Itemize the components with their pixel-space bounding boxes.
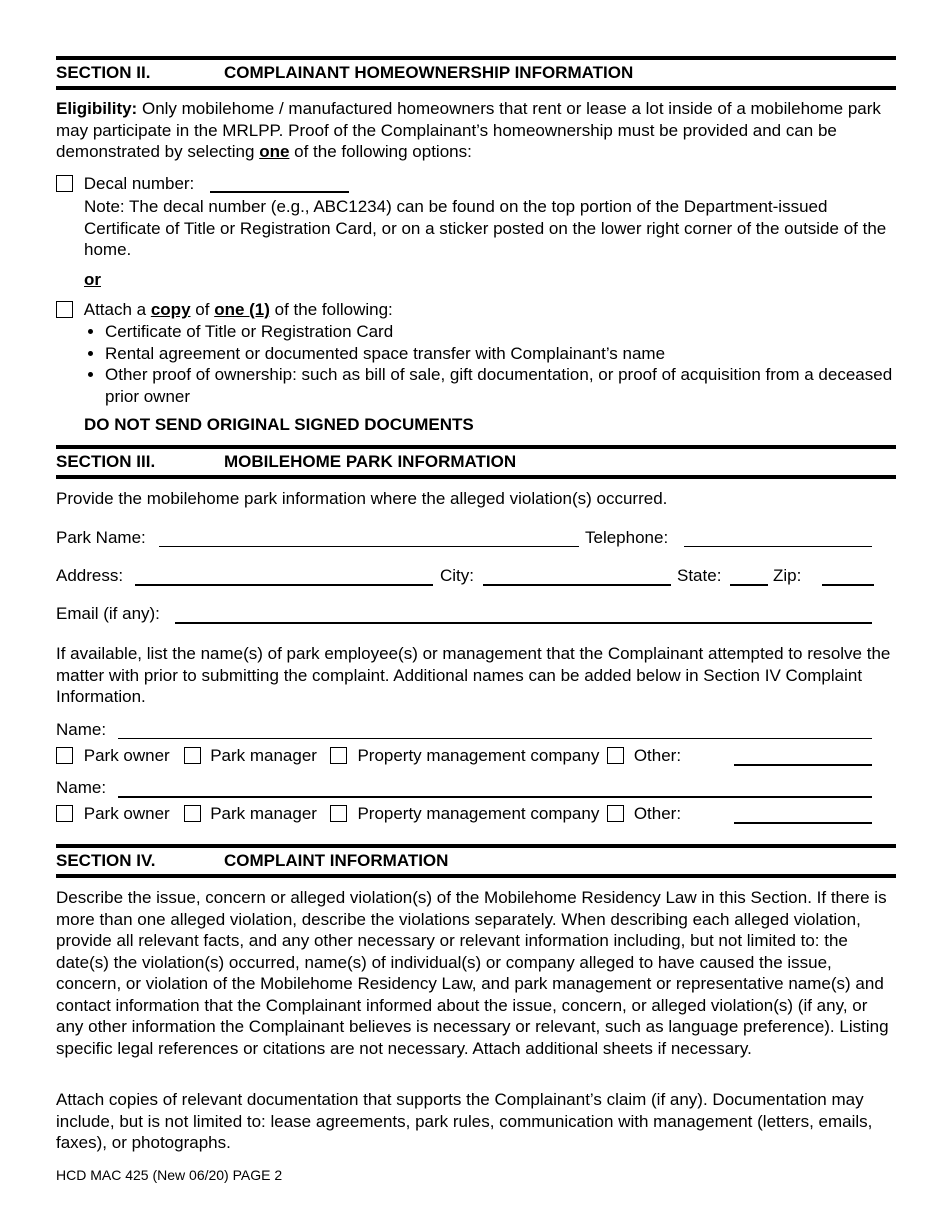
- role-label: Other:: [633, 804, 682, 823]
- eligibility-paragraph: [56, 98, 896, 163]
- telephone-field[interactable]: [684, 546, 872, 547]
- list-item: • Certificate of Title or Registration Card: [105, 321, 895, 343]
- eligibility-text: Only mobilehome / manufactured homeowners that rent or lease a lot inside of a mobilehome park may participate in the MRLPP. Proof of the Complainant’s homeownership must be provided and can be demonstrated by selecting: [56, 99, 881, 161]
- attach-suffix: of the following:: [274, 300, 393, 319]
- attach-copy: copy: [150, 300, 191, 319]
- other-checkbox[interactable]: [607, 805, 624, 822]
- section-title: MOBILEHOME PARK INFORMATION: [224, 452, 517, 471]
- decal-label: Decal number:: [83, 174, 195, 193]
- decal-option: [56, 174, 194, 194]
- role-options: [56, 746, 681, 766]
- attach-one: one (1): [214, 300, 270, 319]
- park-manager-checkbox[interactable]: [184, 747, 201, 764]
- park-owner-checkbox[interactable]: [56, 805, 73, 822]
- city-field[interactable]: [483, 584, 671, 586]
- park-intro: Provide the mobilehome park information where the alleged violation(s) occurred.: [56, 489, 668, 508]
- section-number: SECTION III.: [56, 452, 156, 471]
- section-2-header: [56, 56, 896, 90]
- eligibility-label: Eligibility:: [56, 99, 138, 118]
- name-field[interactable]: [118, 738, 872, 739]
- or-separator: or: [84, 270, 101, 289]
- attach-of: of: [195, 300, 210, 319]
- complaint-paragraph: Describe the issue, concern or alleged violation(s) of the Mobilehome Residency Law in this Section. If there is more than one alleged violation, describe the violations separately. When describing each alleged violation, provide all relevant facts, and any other necessary or relevant information including, but not limited to: the date(s) the violation(s) occurred, name(s) of individual(s) or company alleged to have caused the issue, concern, or violation of the Mobilehome Residency Law, and park management or representative name(s) and contact information that the Complainant informed about the issue, concern, or alleged violation(s) (if any, or any other information the Complainant believes is necessary or relevant, such as language preference). Listing specific legal references or citations are not necessary. Attach additional sheets if necessary.: [56, 888, 889, 1058]
- role-label: Park manager: [210, 804, 317, 823]
- role-label: Property management company: [357, 804, 600, 823]
- section-4-header: [56, 844, 896, 878]
- address-field[interactable]: [135, 584, 433, 586]
- role-label: Park owner: [83, 746, 170, 765]
- list-item: • Rental agreement or documented space transfer with Complainant’s name: [105, 343, 895, 365]
- role-label: Park owner: [83, 804, 170, 823]
- decal-note: Note: The decal number (e.g., ABC1234) can be found on the top portion of the Department-issued Certificate of Title or Registration Card, or on a sticker posted on the lower right corner of the outside of the home.: [84, 197, 887, 259]
- role-label: Park manager: [210, 746, 317, 765]
- email-field[interactable]: [175, 622, 872, 624]
- role-options: [56, 804, 681, 824]
- other-checkbox[interactable]: [607, 747, 624, 764]
- address-label: Address:: [56, 566, 124, 585]
- role-label: Other:: [633, 746, 682, 765]
- eligibility-one: one: [259, 142, 290, 161]
- park-owner-checkbox[interactable]: [56, 747, 73, 764]
- decal-number-field[interactable]: [210, 191, 349, 193]
- telephone-label: Telephone:: [585, 528, 669, 547]
- proof-list: [84, 321, 895, 407]
- employees-paragraph: If available, list the name(s) of park employee(s) or management that the Complainant attempted to resolve the matter with prior to submitting the complaint. Additional names can be added below in Section IV Complaint Information.: [56, 644, 891, 706]
- attach-prefix: Attach a: [83, 300, 147, 319]
- state-field[interactable]: [730, 584, 768, 586]
- other-field[interactable]: [734, 764, 872, 766]
- state-label: State:: [677, 566, 722, 585]
- park-manager-checkbox[interactable]: [184, 805, 201, 822]
- page-footer: HCD MAC 425 (New 06/20) PAGE 2: [56, 1167, 283, 1183]
- property-management-checkbox[interactable]: [330, 747, 347, 764]
- section-title: COMPLAINT INFORMATION: [224, 851, 449, 870]
- section-number: SECTION II.: [56, 63, 151, 82]
- name-label: Name:: [56, 778, 107, 797]
- zip-label: Zip:: [773, 566, 802, 585]
- name-label: Name:: [56, 720, 107, 739]
- park-name-label: Park Name:: [56, 528, 146, 547]
- section-3-header: [56, 445, 896, 479]
- section-title: COMPLAINANT HOMEOWNERSHIP INFORMATION: [224, 63, 634, 82]
- eligibility-text-end: of the following options:: [294, 142, 472, 161]
- role-label: Property management company: [357, 746, 600, 765]
- other-field[interactable]: [734, 822, 872, 824]
- documentation-paragraph: Attach copies of relevant documentation that supports the Complainant’s claim (if any). Documentation may include, but is not limited to: lease agreements, park rules, communication with management (letters, emails, faxes), or photographs.: [56, 1090, 873, 1152]
- attach-checkbox[interactable]: [56, 301, 73, 318]
- zip-field[interactable]: [822, 584, 874, 586]
- decal-checkbox[interactable]: [56, 175, 73, 192]
- name-field[interactable]: [118, 796, 872, 798]
- email-label: Email (if any):: [56, 604, 160, 623]
- park-name-field[interactable]: [159, 546, 579, 547]
- section-number: SECTION IV.: [56, 851, 156, 870]
- city-label: City:: [440, 566, 474, 585]
- attach-option: [56, 300, 393, 320]
- warning-text: DO NOT SEND ORIGINAL SIGNED DOCUMENTS: [84, 415, 474, 434]
- list-item: • Other proof of ownership: such as bill of sale, gift documentation, or proof of acquisition from a deceased prior owner: [105, 364, 895, 407]
- property-management-checkbox[interactable]: [330, 805, 347, 822]
